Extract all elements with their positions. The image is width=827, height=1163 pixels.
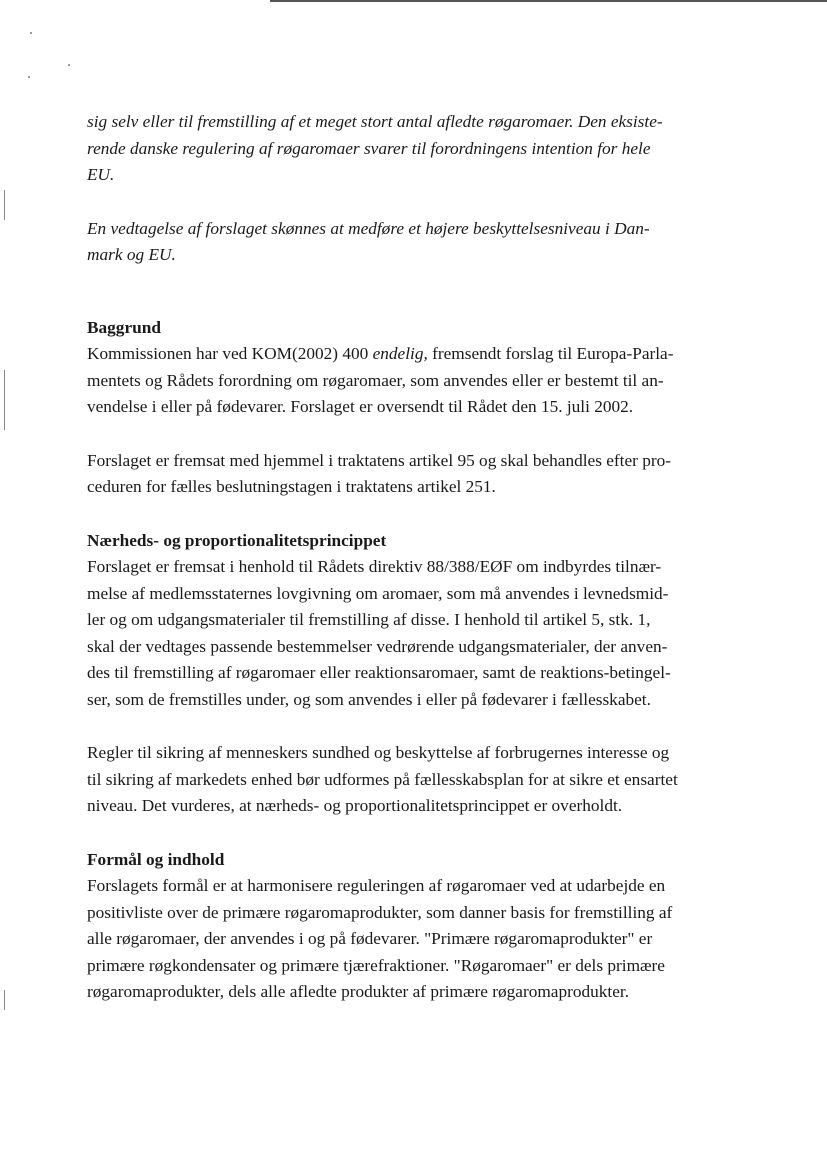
- text-line: [87, 341, 759, 368]
- scan-edge-mark: [4, 370, 5, 430]
- section-heading: Baggrund: [87, 317, 161, 337]
- paragraph: [87, 554, 759, 713]
- text-line: til sikring af markedets enhed bør udformes på fællesskabsplan for at sikre et ensartet: [87, 769, 678, 789]
- text-line: vendelse i eller på fødevarer. Forslaget er oversendt til Rådet den 15. juli 2002.: [87, 397, 634, 416]
- text-line: ler og om udgangsmaterialer til fremstilling af disse. I henhold til artikel 5, stk. 1,: [87, 610, 651, 629]
- text-line: positivliste over de primære røgaromaprodukter, som danner basis for fremstilling af: [87, 902, 673, 922]
- scan-speck: [68, 64, 70, 66]
- intro-paragraph-1: [87, 109, 759, 189]
- emphasis-text: endelig,: [372, 344, 428, 363]
- scan-speck: [28, 76, 30, 78]
- text-line: alle røgaromaer, der anvendes i og på fødevarer. "Primære røgaromaprodukter" er: [87, 929, 653, 948]
- text-line: melse af medlemsstaternes lovgivning om aromaer, som må anvendes i levnedsmid-: [87, 583, 669, 603]
- paragraph: [87, 873, 759, 1006]
- text-line: mark og EU.: [87, 245, 176, 264]
- text-line: ceduren for fælles beslutningstagen i traktatens artikel 251.: [87, 477, 496, 496]
- text-line: røgaromaprodukter, dels alle afledte produkter af primære røgaromaprodukter.: [87, 982, 630, 1001]
- scan-edge-mark: [4, 190, 5, 220]
- text-line: mentets og Rådets forordning om røgaromaer, som anvendes eller er bestemt til an-: [87, 370, 664, 390]
- text-line: EU.: [87, 165, 115, 184]
- text-line: Forslaget er fremsat i henhold til Rådets direktiv 88/388/EØF om indbyrdes tilnær-: [87, 557, 662, 576]
- text-line: rende danske regulering af røgaromaer svarer til forordningens intention for hele: [87, 138, 651, 158]
- section-heading: Nærheds- og proportionalitetsprincippet: [87, 530, 387, 550]
- paragraph: [87, 448, 759, 501]
- text-line: ser, som de fremstilles under, og som anvendes i eller på fødevarer i fællesskabet.: [87, 689, 651, 709]
- section-naerhedsprincip: [87, 528, 759, 820]
- text-line: sig selv eller til fremstilling af et meget stort antal afledte røgaromaer. Den eksiste-: [87, 112, 663, 131]
- paragraph: [87, 740, 759, 820]
- scan-speck: [30, 32, 32, 34]
- text-run: Kommissionen har ved KOM(2002) 400: [87, 344, 373, 363]
- text-line: Forslagets formål er at harmonisere reguleringen af røgaromaer ved at udarbejde en: [87, 876, 666, 895]
- text-line: primære røgkondensater og primære tjærefraktioner. "Røgaromaer" er dels primære: [87, 955, 665, 975]
- text-line: En vedtagelse af forslaget skønnes at medføre et højere beskyttelsesniveau i Dan-: [87, 218, 650, 238]
- text-line: Regler til sikring af menneskers sundhed og beskyttelse af forbrugernes interesse og: [87, 743, 670, 762]
- text-line: des til fremstilling af røgaromaer eller reaktionsaromaer, samt de reaktions-betingel-: [87, 663, 671, 682]
- paragraph: [87, 341, 759, 421]
- text-line: niveau. Det vurderes, at nærheds- og proportionalitetsprincippet er overholdt.: [87, 796, 623, 815]
- document-body: [87, 109, 759, 1006]
- top-rule: [270, 0, 827, 2]
- intro-paragraph-2: [87, 216, 759, 269]
- section-heading: Formål og indhold: [87, 849, 225, 869]
- text-line: Forslaget er fremsat med hjemmel i traktatens artikel 95 og skal behandles efter pro-: [87, 450, 672, 470]
- text-run: fremsendt forslag til Europa-Parla-: [427, 344, 674, 363]
- scan-edge-mark: [4, 990, 5, 1010]
- section-formaal: [87, 847, 759, 1006]
- text-line: skal der vedtages passende bestemmelser vedrørende udgangsmaterialer, der anven-: [87, 636, 668, 656]
- section-baggrund: [87, 315, 759, 501]
